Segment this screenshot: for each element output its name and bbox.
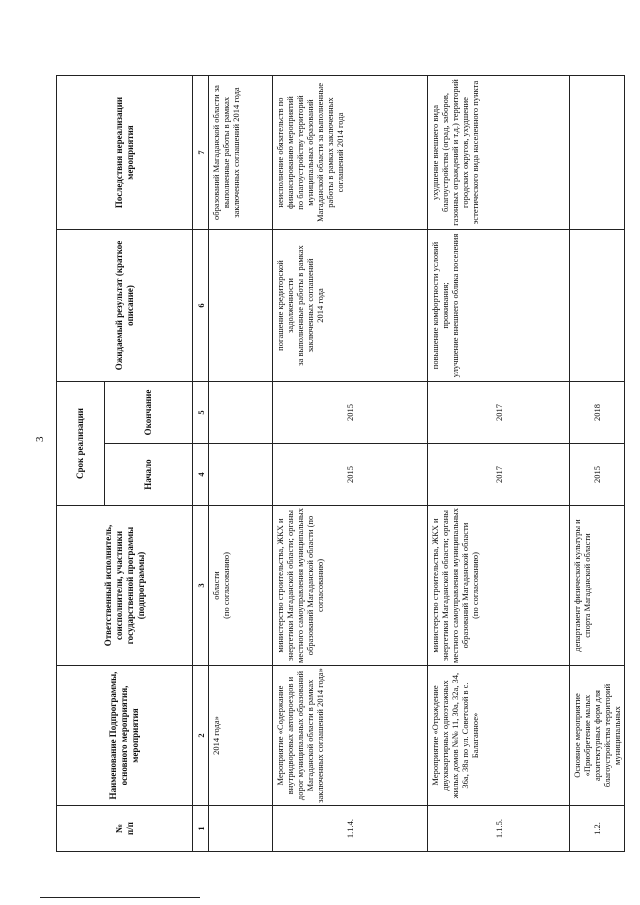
footnote-separator bbox=[40, 897, 200, 898]
row-consequences: образований Магаданской области за выполненные работы в рамках заключенных соглашений 2014 года bbox=[209, 76, 273, 230]
row-start: 2015 bbox=[273, 444, 428, 506]
row-responsible: министерство строительства, ЖКХ и энергетики Магаданской области; органы местного самоуправления муниципальных образований Магаданской области (по согласованию) bbox=[273, 506, 428, 666]
table-row bbox=[428, 76, 570, 852]
header-consequences: Последствия нереализации мероприятия bbox=[57, 76, 193, 230]
row-name: Мероприятие «Содержание внутридворовых автопроездов и дорог муниципальных образований Магаданской области в рамках заключенных соглашений 2014 года» bbox=[273, 666, 428, 806]
row-name: Мероприятие «Отраждение двухквартирных одноэтажных жилых домов №№ 11, 30а, 32а, 34, 36а, 38а по ул. Советской в с. Балаганное» bbox=[428, 666, 570, 806]
page-number: 3 bbox=[34, 436, 46, 442]
row-number: 1.2. bbox=[570, 806, 625, 852]
row-consequences: неисполнение обязательств по финансированию мероприятий по благоустройству территорий муниципальных образований Магаданской области за выполненные работы в рамках заключенных соглашений 2014 года bbox=[273, 76, 428, 230]
header-row-1 bbox=[57, 76, 105, 852]
row-start: 2015 bbox=[570, 444, 625, 506]
row-responsible: области (по согласованию) bbox=[209, 506, 273, 666]
row-name: 2014 года» bbox=[209, 666, 273, 806]
row-number: 1.1.4. bbox=[273, 806, 428, 852]
index-cell: 5 bbox=[193, 382, 209, 444]
index-cell: 6 bbox=[193, 230, 209, 382]
row-end: 2018 bbox=[570, 382, 625, 444]
row-expected bbox=[209, 230, 273, 382]
row-expected: повышение комфортности условий проживания; улучшение внешнего облика поселения bbox=[428, 230, 570, 382]
index-cell: 2 bbox=[193, 666, 209, 806]
row-responsible: департамент физической культуры и спорта Магаданской области bbox=[570, 506, 625, 666]
index-cell: 3 bbox=[193, 506, 209, 666]
row-consequences: ухудшение внешнего вида благоустройства (оград, заборов, газонных ограждений и т.д.) территорий городских округов, ухудшение эстетического вида населенного пункта bbox=[428, 76, 570, 230]
header-expected: Ожидаемый результат (краткое описание) bbox=[57, 230, 193, 382]
row-number: 1.1.5. bbox=[428, 806, 570, 852]
row-start bbox=[209, 444, 273, 506]
row-responsible: министерство строительства, ЖКХ и энергетики Магаданской области; органы местного самоуправления муниципальных образований Магаданской области (по согласованию) bbox=[428, 506, 570, 666]
index-cell: 7 bbox=[193, 76, 209, 230]
row-consequences bbox=[570, 76, 625, 230]
row-expected: погашение кредиторской задолженности за выполненные работы в рамках заключенных соглашений 2014 года bbox=[273, 230, 428, 382]
row-number bbox=[209, 806, 273, 852]
index-cell: 1 bbox=[193, 806, 209, 852]
header-term: Срок реализации bbox=[57, 382, 105, 506]
row-end: 2015 bbox=[273, 382, 428, 444]
header-start: Начало bbox=[105, 444, 193, 506]
row-name: Основное мероприятие «Приобретение малых архитектурных форм для благоустройства территорий муниципальных bbox=[570, 666, 625, 806]
header-num: № п/п bbox=[57, 806, 193, 852]
index-cell: 4 bbox=[193, 444, 209, 506]
row-expected bbox=[570, 230, 625, 382]
header-end: Окончание bbox=[105, 382, 193, 444]
header-responsible: Ответственный исполнитель, соисполнители, участники государственной программы (подпрограммы) bbox=[57, 506, 193, 666]
row-end bbox=[209, 382, 273, 444]
row-end: 2017 bbox=[428, 382, 570, 444]
table-row bbox=[570, 76, 625, 852]
measures-table bbox=[56, 75, 625, 852]
index-row bbox=[193, 76, 209, 852]
table-row bbox=[273, 76, 428, 852]
rotated-table-wrapper bbox=[56, 76, 622, 852]
row-start: 2017 bbox=[428, 444, 570, 506]
header-name: Наименование Подпрограммы, основного мероприятия, мероприятия bbox=[57, 666, 193, 806]
table-row bbox=[209, 76, 273, 852]
